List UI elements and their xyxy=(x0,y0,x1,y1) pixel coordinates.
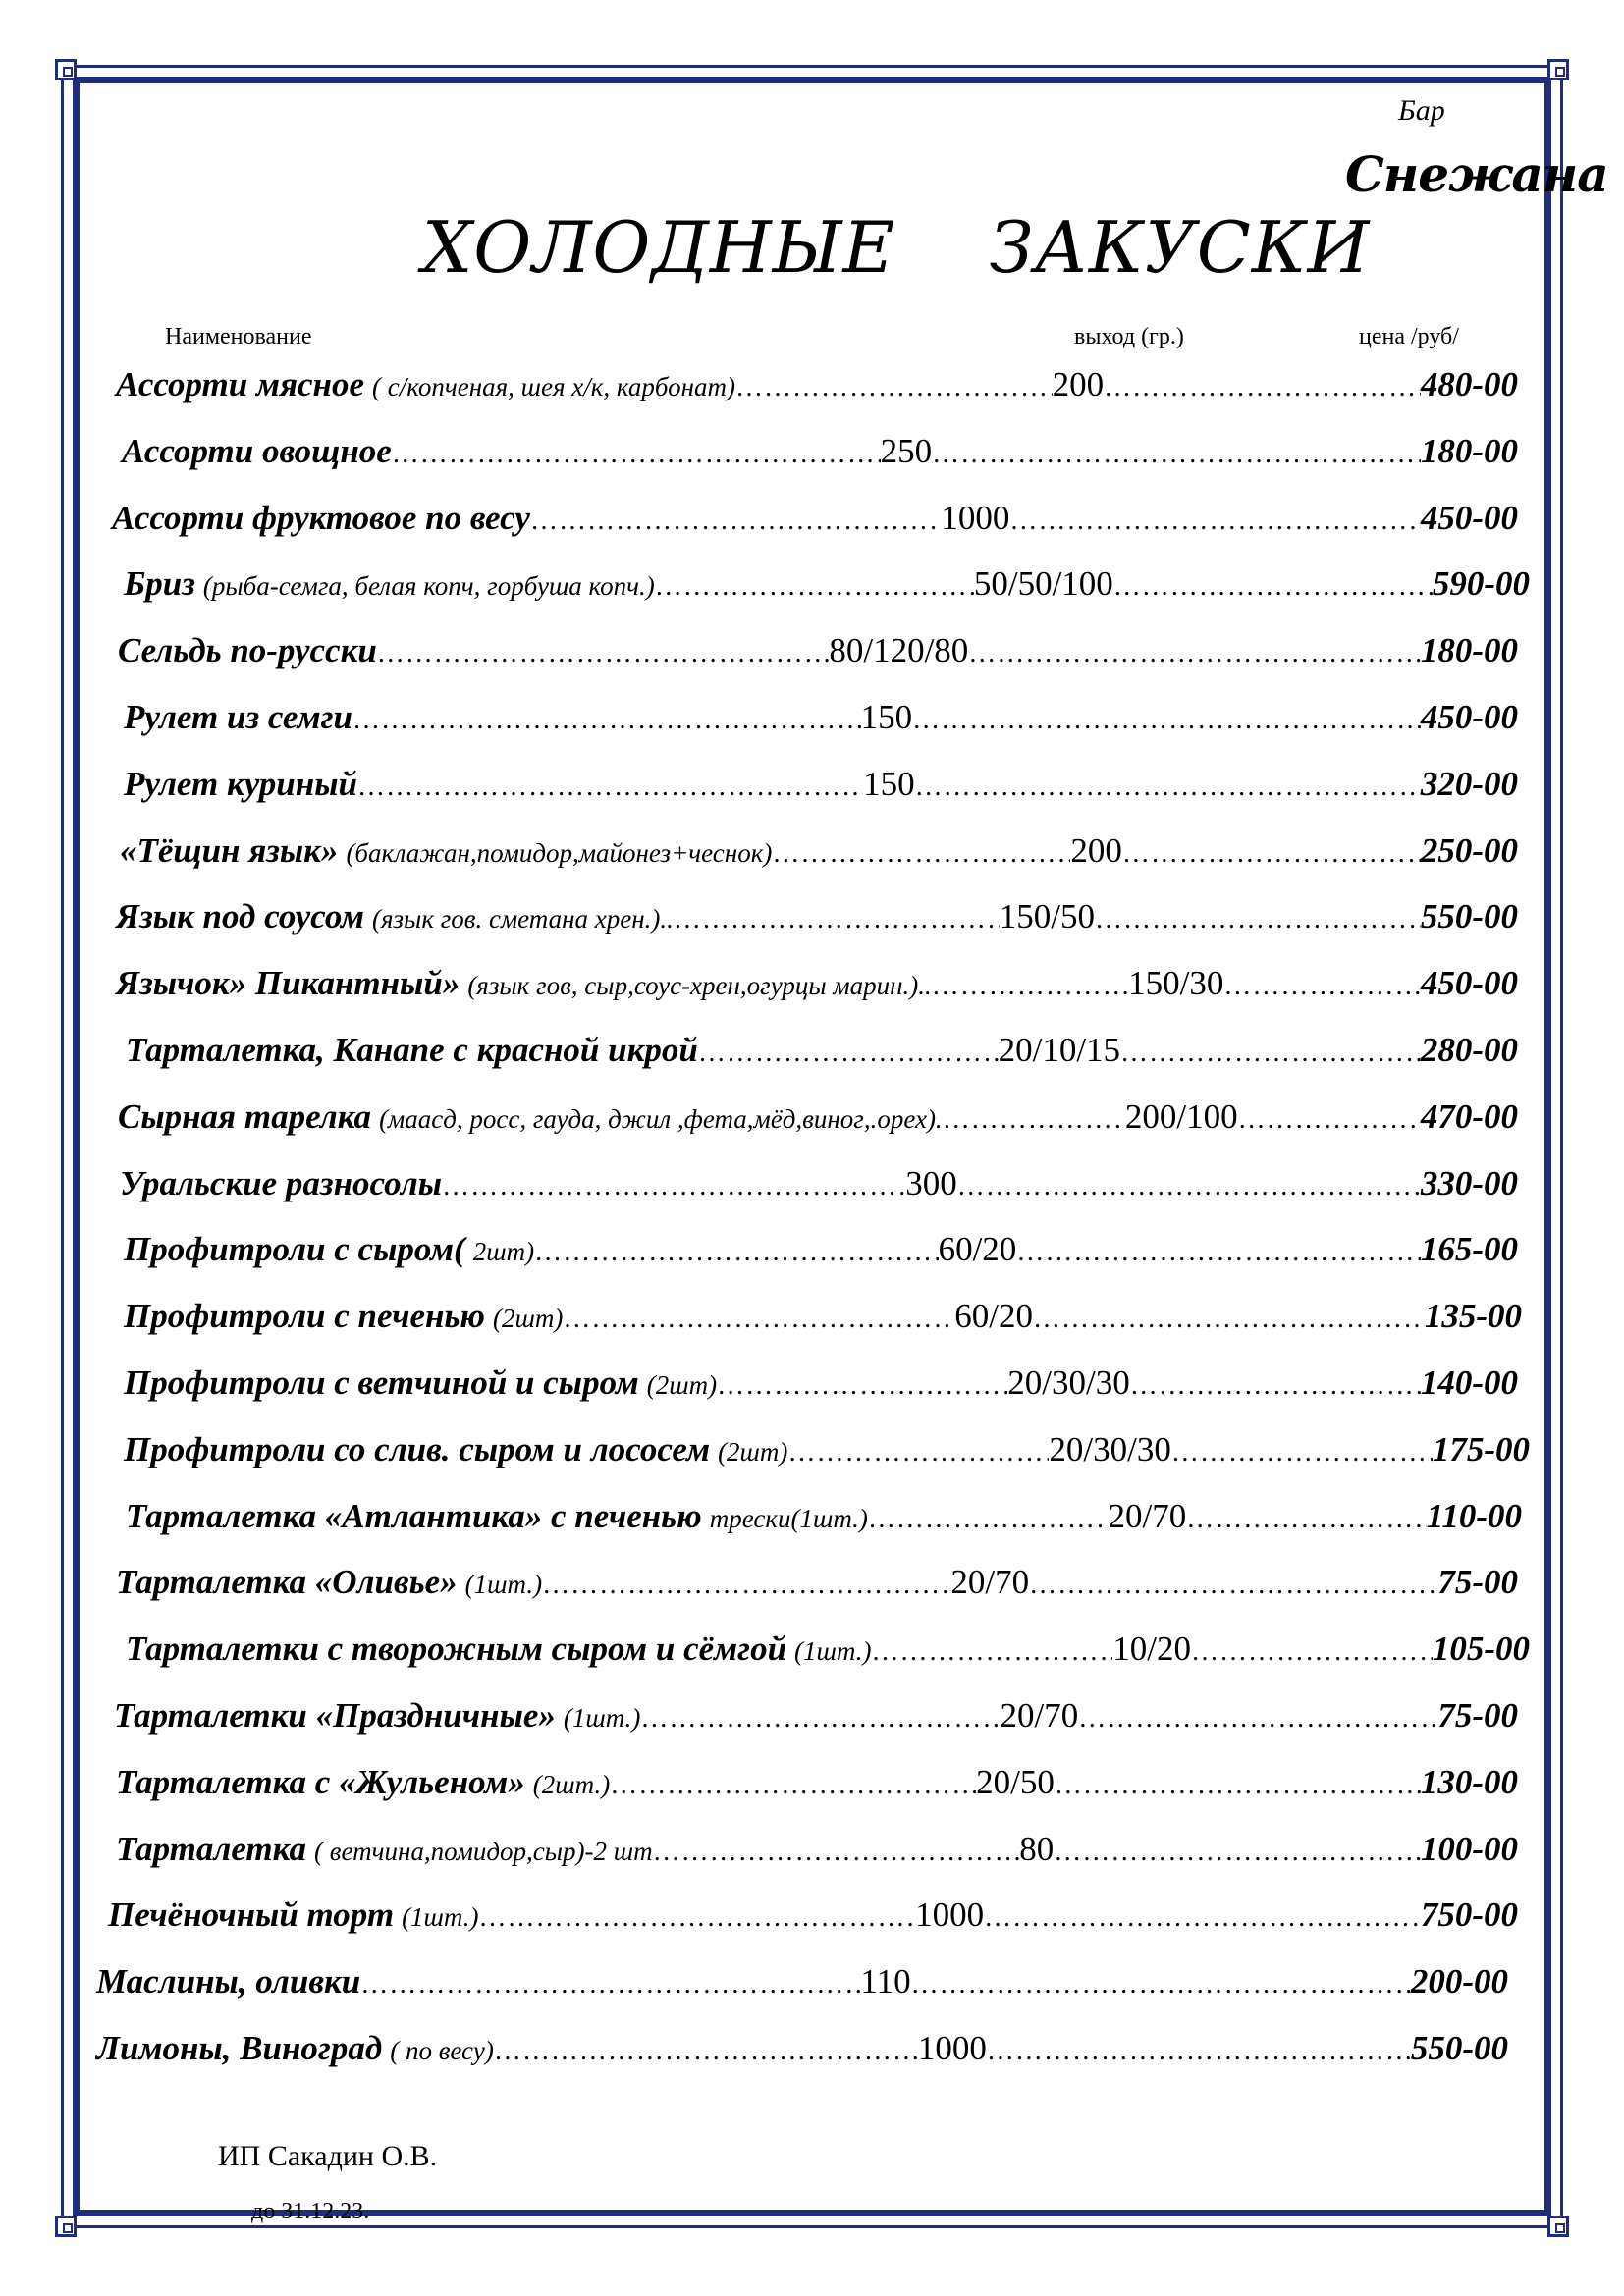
menu-item-output: 200 xyxy=(1070,831,1122,870)
dot-leader xyxy=(1130,1370,1421,1402)
menu-item xyxy=(126,1497,1522,1546)
menu-item xyxy=(116,1763,1518,1812)
menu-item-name: Бриз xyxy=(124,564,195,603)
menu-item-output: 20/70 xyxy=(950,1563,1030,1601)
menu-item-output: 110 xyxy=(860,1962,911,2001)
menu-item xyxy=(124,1430,1530,1479)
menu-item-name: Профитроли со слив. сыром и лососем xyxy=(124,1430,711,1468)
menu-item-name: Тарталетка «Атлантика» с печенью xyxy=(126,1497,702,1535)
menu-item-price: 180-00 xyxy=(1420,631,1518,669)
menu-item-output: 1000 xyxy=(917,2029,987,2067)
menu-item-output: 150/50 xyxy=(999,897,1095,935)
menu-item-name: Ассорти мясное xyxy=(116,365,364,403)
menu-item-name: Ассорти овощное xyxy=(122,432,392,470)
dot-leader xyxy=(932,439,1421,470)
dot-leader xyxy=(1238,1104,1421,1136)
menu-item-description: ( ветчина,помидор,сыр)-2 шт xyxy=(314,1837,653,1866)
menu-item-description: (маасд, росс, гауда, джил ,фета,мёд,виног,.орех). xyxy=(379,1104,943,1134)
corner-ornament-top-right xyxy=(1547,59,1569,80)
menu-item-price: 130-00 xyxy=(1420,1763,1518,1801)
menu-item-output: 200 xyxy=(1052,365,1105,403)
dot-leader xyxy=(1029,1570,1437,1601)
menu-item-price: 750-00 xyxy=(1420,1896,1518,1934)
menu-item-name: Язычок» Пикантный» xyxy=(116,964,460,1002)
menu-item-price: 75-00 xyxy=(1437,1696,1519,1735)
menu-item xyxy=(124,564,1530,614)
menu-item-output: 60/20 xyxy=(954,1297,1033,1335)
menu-item-name: Рулет куриный xyxy=(124,765,357,803)
menu-item-output: 50/50/100 xyxy=(973,564,1113,603)
menu-item-output: 150 xyxy=(860,698,913,736)
dot-leader xyxy=(1016,1237,1421,1268)
menu-item-price: 180-00 xyxy=(1420,432,1518,470)
menu-item-price: 100-00 xyxy=(1420,1830,1518,1868)
menu-item xyxy=(126,1031,1518,1080)
menu-item-name: Ассорти фруктовое по весу xyxy=(112,499,530,537)
dot-leader xyxy=(1033,1304,1425,1335)
dot-leader xyxy=(655,571,974,603)
dot-leader xyxy=(1095,904,1421,935)
menu-item-description: ( по весу) xyxy=(390,2036,494,2065)
dot-leader xyxy=(534,1237,939,1268)
menu-item-output: 10/20 xyxy=(1112,1629,1192,1668)
dot-leader xyxy=(912,705,1421,736)
menu-item-name: Профитроли с ветчиной и сыром xyxy=(124,1363,639,1402)
menu-item-description: (2шт) xyxy=(718,1437,788,1467)
menu-item-output: 60/20 xyxy=(938,1230,1017,1268)
dot-leader xyxy=(957,1171,1421,1202)
menu-item-price: 110-00 xyxy=(1426,1497,1522,1535)
dot-leader xyxy=(1009,506,1420,537)
menu-item-output: 150 xyxy=(863,765,915,803)
dot-leader xyxy=(1171,1437,1433,1468)
menu-item-description: 2шт) xyxy=(472,1237,535,1266)
dot-leader xyxy=(1191,1636,1433,1668)
menu-item-name: Сельдь по-русски xyxy=(118,631,377,669)
menu-item-price: 450-00 xyxy=(1420,964,1518,1002)
menu-item-description: (язык гов, сыр,соус-хрен,огурцы марин.).. xyxy=(467,971,932,1000)
menu-item-description: (2шт.) xyxy=(532,1770,611,1799)
dot-leader xyxy=(932,971,1128,1002)
menu-item-name: «Тёщин язык» xyxy=(120,831,339,870)
menu-item-name: Уральские разносолы xyxy=(120,1164,443,1202)
dot-leader xyxy=(968,638,1421,669)
menu-item-price: 165-00 xyxy=(1420,1230,1518,1268)
menu-item-price: 135-00 xyxy=(1424,1297,1522,1335)
dot-leader xyxy=(530,506,941,537)
menu-item-name: Тарталетка, Канапе с красной икрой xyxy=(126,1031,698,1069)
menu-item xyxy=(96,2029,1508,2078)
menu-item-output: 200/100 xyxy=(1124,1097,1238,1136)
dot-leader xyxy=(787,1437,1049,1468)
menu-item-name: Сырная тарелка xyxy=(118,1097,372,1136)
menu-item-output: 250 xyxy=(880,432,933,470)
menu-item xyxy=(122,432,1518,481)
corner-ornament-bottom-left xyxy=(55,2216,77,2237)
menu-item-price: 200-00 xyxy=(1410,1962,1508,2001)
dot-leader xyxy=(1104,372,1421,403)
menu-item xyxy=(96,1962,1508,2011)
menu-item-description: трески(1шт.) xyxy=(709,1504,868,1533)
page-title: ХОЛОДНЫЕ ЗАКУСКИ xyxy=(422,206,1371,289)
dot-leader xyxy=(1120,1038,1421,1069)
menu-item-name: Тарталетка с «Жульеном» xyxy=(116,1763,525,1801)
menu-item-output: 20/10/15 xyxy=(998,1031,1121,1069)
menu-item-output: 20/70 xyxy=(1000,1696,1079,1735)
menu-item-description: (1шт.) xyxy=(563,1703,641,1733)
menu-item xyxy=(114,1696,1518,1745)
dot-leader xyxy=(640,1703,1000,1735)
menu-item-price: 175-00 xyxy=(1432,1430,1530,1468)
menu-item-price: 470-00 xyxy=(1420,1097,1518,1136)
dot-leader xyxy=(653,1837,1020,1868)
column-header-name: Наименование xyxy=(165,324,312,349)
dot-leader xyxy=(563,1304,954,1335)
menu-item xyxy=(116,365,1518,414)
menu-item-price: 450-00 xyxy=(1420,499,1518,537)
menu-item-description: (2шт) xyxy=(492,1304,564,1333)
menu-item-price: 330-00 xyxy=(1420,1164,1518,1202)
dot-leader xyxy=(987,2036,1411,2067)
menu-item-name: Профитроли с сыром( xyxy=(124,1230,465,1268)
corner-ornament-bottom-right xyxy=(1547,2216,1569,2237)
dot-leader xyxy=(1223,971,1420,1002)
dot-leader xyxy=(542,1570,950,1601)
menu-item xyxy=(124,765,1518,814)
valid-until-date: до 31.12.23. xyxy=(251,2199,370,2224)
menu-item-price: 75-00 xyxy=(1437,1563,1518,1601)
menu-item-description: (язык гов. сметана хрен.).. xyxy=(371,904,674,934)
menu-item-price: 450-00 xyxy=(1420,698,1518,736)
menu-item-description: ( с/копченая, шея х/к, карбонат) xyxy=(372,372,735,401)
menu-item xyxy=(120,1164,1518,1213)
dot-leader xyxy=(377,638,830,669)
bar-name: Снежана xyxy=(1345,145,1608,203)
menu-item xyxy=(126,1629,1530,1679)
menu-item-name: Язык под соусом xyxy=(116,897,364,935)
menu-item-description: (баклажан,помидор,майонез+чеснок) xyxy=(346,838,773,868)
menu-item-output: 20/30/30 xyxy=(1049,1430,1171,1468)
dot-leader xyxy=(1186,1504,1427,1535)
menu-item-description: (1шт.) xyxy=(794,1636,872,1666)
menu-item-price: 105-00 xyxy=(1432,1629,1530,1668)
dot-leader xyxy=(610,1770,976,1801)
menu-item-name: Тарталетка xyxy=(116,1830,307,1868)
menu-item-output: 1000 xyxy=(915,1896,985,1934)
dot-leader xyxy=(494,2036,918,2067)
menu-item xyxy=(116,964,1518,1013)
dot-leader xyxy=(1122,838,1421,870)
dot-leader xyxy=(772,838,1070,870)
menu-item-name: Профитроли с печенью xyxy=(124,1297,485,1335)
dot-leader xyxy=(1054,1837,1421,1868)
corner-ornament-top-left xyxy=(55,59,77,80)
menu-item xyxy=(124,1363,1518,1413)
menu-item-name: Рулет из семги xyxy=(124,698,352,736)
menu-item-name: Маслины, оливки xyxy=(96,1962,361,2001)
menu-item-description: (рыба-семга, белая копч, горбуша копч.) xyxy=(202,571,655,601)
menu-item-description: (1шт.) xyxy=(402,1902,479,1932)
menu-item-description: (2шт) xyxy=(646,1370,718,1400)
menu-item-name: Тарталетки «Праздничные» xyxy=(114,1696,556,1735)
menu-item-output: 20/30/30 xyxy=(1007,1363,1130,1402)
dot-leader xyxy=(915,772,1421,803)
menu-item-name: Лимоны, Виноград xyxy=(96,2029,383,2067)
menu-item xyxy=(124,698,1518,747)
menu-item-name: Тарталетка «Оливье» xyxy=(116,1563,458,1601)
dot-leader xyxy=(911,1969,1411,2001)
menu-item-price: 480-00 xyxy=(1420,365,1518,403)
menu-item-output: 80 xyxy=(1019,1830,1055,1868)
menu-item-output: 20/50 xyxy=(976,1763,1055,1801)
dot-leader xyxy=(984,1902,1421,1934)
dot-leader xyxy=(360,1969,860,2001)
dot-leader xyxy=(357,772,863,803)
menu-item xyxy=(124,1297,1522,1346)
menu-item xyxy=(124,1230,1518,1279)
dot-leader xyxy=(868,1504,1109,1535)
column-header-output: выход (гр.) xyxy=(1074,324,1184,349)
menu-item-price: 140-00 xyxy=(1420,1363,1518,1402)
dot-leader xyxy=(717,1370,1007,1402)
menu-item-price: 280-00 xyxy=(1420,1031,1518,1069)
menu-item-price: 320-00 xyxy=(1420,765,1518,803)
dot-leader xyxy=(1113,571,1433,603)
dot-leader xyxy=(674,904,1000,935)
menu-item-price: 550-00 xyxy=(1410,2029,1509,2067)
dot-leader xyxy=(392,439,881,470)
menu-item xyxy=(120,831,1518,881)
dot-leader xyxy=(1078,1703,1437,1735)
dot-leader xyxy=(479,1902,916,1934)
menu-item-name: Тарталетки с творожным сыром и сёмгой xyxy=(126,1629,787,1668)
menu-item-price: 550-00 xyxy=(1420,897,1518,935)
dot-leader xyxy=(872,1636,1113,1668)
menu-item xyxy=(116,1830,1518,1879)
menu-item xyxy=(116,1563,1518,1612)
menu-item-output: 150/30 xyxy=(1128,964,1224,1002)
dot-leader xyxy=(1055,1770,1421,1801)
menu-item-output: 300 xyxy=(905,1164,957,1202)
dot-leader xyxy=(735,372,1053,403)
menu-item xyxy=(118,631,1518,680)
menu-item-name: Печёночный торт xyxy=(108,1896,395,1934)
dot-leader xyxy=(442,1171,905,1202)
dot-leader xyxy=(698,1038,999,1069)
menu-item xyxy=(108,1896,1518,1945)
menu-item-output: 20/70 xyxy=(1108,1497,1187,1535)
menu-item xyxy=(112,499,1518,548)
bar-label: Бар xyxy=(1398,94,1445,127)
menu-item-output: 1000 xyxy=(941,499,1010,537)
menu-item xyxy=(116,897,1518,946)
menu-item xyxy=(118,1097,1518,1147)
menu-item-description: (1шт.) xyxy=(464,1570,543,1599)
dot-leader xyxy=(943,1104,1125,1136)
dot-leader xyxy=(352,705,861,736)
menu-item-price: 590-00 xyxy=(1432,564,1530,603)
menu-item-price: 250-00 xyxy=(1420,831,1518,870)
menu-item-output: 80/120/80 xyxy=(829,631,969,669)
owner-name: ИП Сакадин О.В. xyxy=(218,2140,438,2172)
column-header-price: цена /руб/ xyxy=(1359,324,1459,349)
